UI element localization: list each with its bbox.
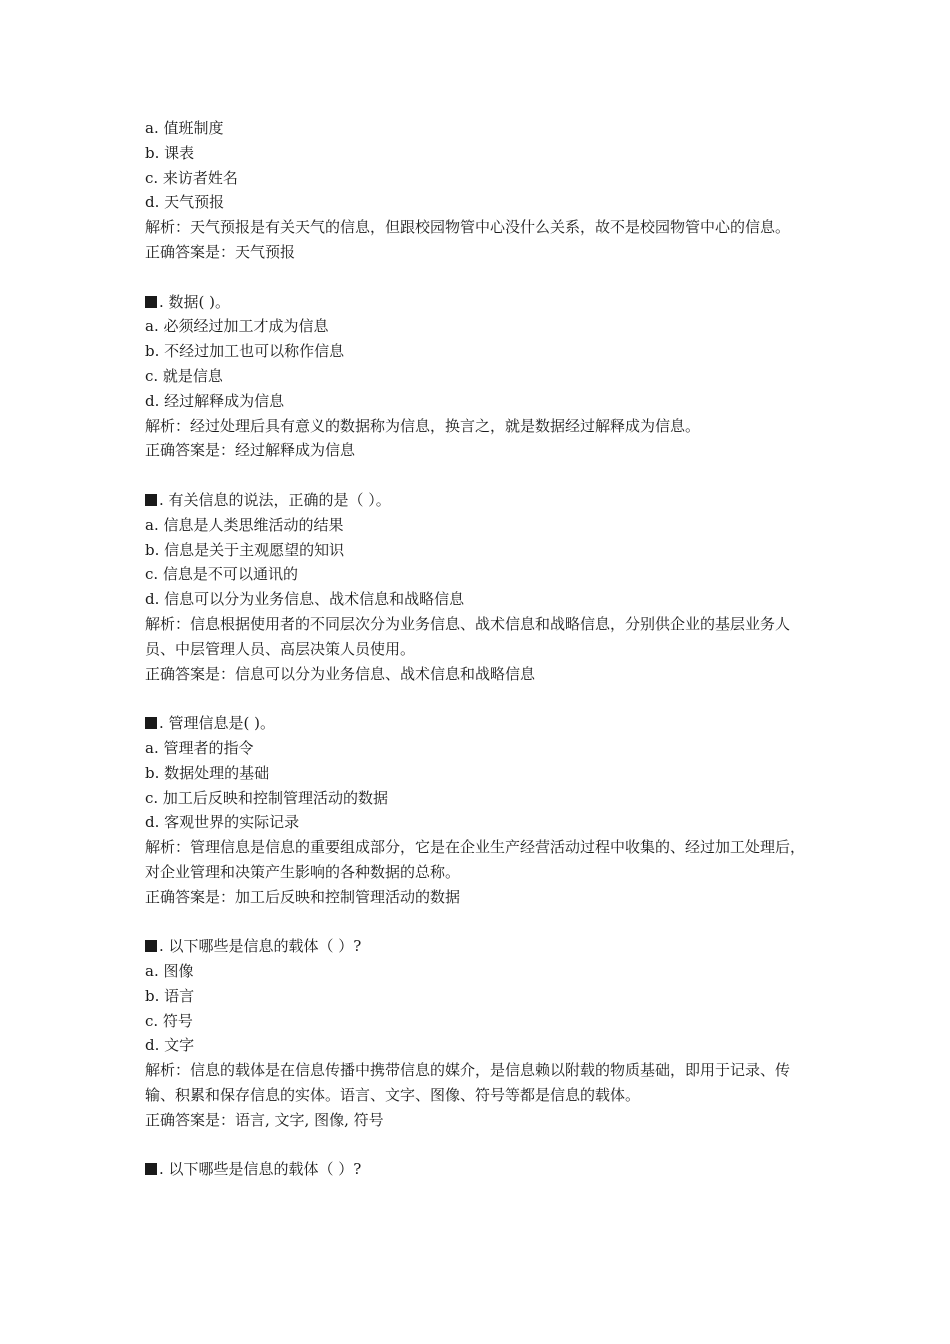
option-b: b. 课表 <box>145 143 195 162</box>
square-bullet-icon <box>145 717 157 729</box>
correct-answer: 正确答案是：加工后反映和控制管理活动的数据 <box>145 887 461 906</box>
option-a: a. 值班制度 <box>145 119 224 137</box>
option-d: d. 客观世界的实际记录 <box>145 813 300 832</box>
question-text: . 以下哪些是信息的载体（ ）? <box>145 934 815 959</box>
correct-answer: 正确答案是：信息可以分为业务信息、战术信息和战略信息 <box>145 664 536 683</box>
question-block-3 <box>145 711 815 909</box>
option-d: d. 信息可以分为业务信息、战术信息和战略信息 <box>145 590 465 609</box>
option-c: c. 加工后反映和控制管理活动的数据 <box>145 788 388 807</box>
analysis-text: 解析：信息的载体是在信息传播中携带信息的媒介，是信息赖以附载的物质基础，即用于记录、传输、积累和保存信息的实体。语言、文字、图像、符号等都是信息的载体。 <box>145 1061 791 1105</box>
option-b: b. 信息是关于主观愿望的知识 <box>145 540 345 559</box>
option-a: a. 必须经过加工才成为信息 <box>145 317 329 336</box>
square-bullet-icon <box>145 940 157 952</box>
option-c: c. 信息是不可以通讯的 <box>145 565 298 584</box>
option-d: d. 天气预报 <box>145 193 225 212</box>
correct-answer: 正确答案是：经过解释成为信息 <box>145 441 356 460</box>
option-c: c. 符号 <box>145 1011 193 1030</box>
question-block-1 <box>145 290 815 464</box>
option-a: a. 图像 <box>145 962 194 981</box>
question-block-0 <box>145 116 815 265</box>
question-text: . 管理信息是( )。 <box>145 711 815 736</box>
question-block-4 <box>145 934 815 1132</box>
correct-answer: 正确答案是：语言, 文字, 图像, 符号 <box>145 1110 384 1129</box>
question-block-5 <box>145 1157 815 1182</box>
analysis-text: 解析：经过处理后具有意义的数据称为信息，换言之，就是数据经过解释成为信息。 <box>145 416 701 435</box>
option-a: a. 管理者的指令 <box>145 738 254 757</box>
option-c: c. 就是信息 <box>145 366 223 385</box>
question-block-2 <box>145 488 815 686</box>
option-b: b. 数据处理的基础 <box>145 763 270 782</box>
question-text: . 有关信息的说法，正确的是（ ）。 <box>145 488 815 513</box>
document-page <box>145 116 815 1182</box>
analysis-text: 解析：天气预报是有关天气的信息，但跟校园物管中心没什么关系，故不是校园物管中心的信息。 <box>145 218 791 237</box>
analysis-text: 解析：信息根据使用者的不同层次分为业务信息、战术信息和战略信息，分别供企业的基层业务人员、中层管理人员、高层决策人员使用。 <box>145 614 791 658</box>
square-bullet-icon <box>145 494 157 506</box>
analysis-text: 解析：管理信息是信息的重要组成部分，它是在企业生产经营活动过程中收集的、经过加工处理后，对企业管理和决策产生影响的各种数据的总称。 <box>145 838 806 881</box>
question-text: . 数据( )。 <box>145 290 815 315</box>
correct-answer: 正确答案是：天气预报 <box>145 242 296 261</box>
square-bullet-icon <box>145 296 157 308</box>
square-bullet-icon <box>145 1163 157 1175</box>
option-b: b. 语言 <box>145 986 195 1005</box>
option-d: d. 文字 <box>145 1036 195 1055</box>
question-text: . 以下哪些是信息的载体（ ）? <box>145 1157 815 1182</box>
option-c: c. 来访者姓名 <box>145 168 238 187</box>
option-a: a. 信息是人类思维活动的结果 <box>145 515 344 534</box>
option-b: b. 不经过加工也可以称作信息 <box>145 342 345 361</box>
option-d: d. 经过解释成为信息 <box>145 391 285 410</box>
